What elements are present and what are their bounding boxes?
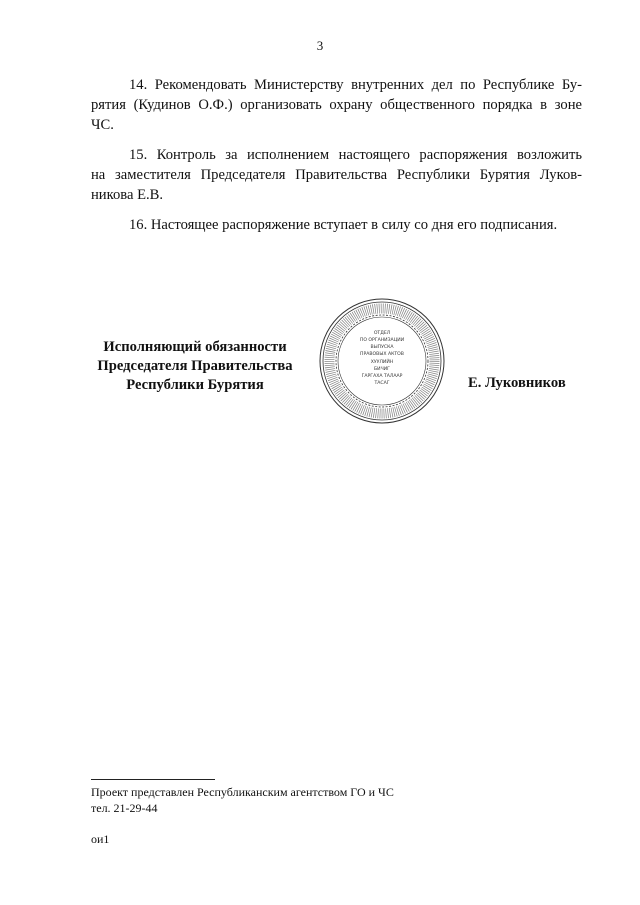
stamp-line: ГАРГАХА ТАЛААР bbox=[361, 374, 403, 379]
paragraph-line: рятия (Кудинов О.Ф.) организовать охрану общественного порядка в зоне bbox=[91, 97, 582, 113]
stamp-line: ХУУЛИЙН bbox=[370, 360, 394, 365]
signer-title bbox=[80, 338, 310, 395]
paragraph-line: 15. Контроль за исполнением настоящего распоряжения возложить bbox=[129, 147, 582, 163]
signer-name: Е. Луковников bbox=[468, 375, 566, 391]
paragraph-14 bbox=[91, 75, 582, 135]
footnote-divider bbox=[91, 779, 215, 780]
paragraph-16 bbox=[91, 215, 582, 235]
stamp-line: БИЧИГ bbox=[374, 367, 390, 372]
stamp-line: ТАСАГ bbox=[374, 381, 390, 386]
document-code: ои1 bbox=[91, 832, 110, 846]
signer-title-line: Председателя Правительства bbox=[97, 358, 293, 374]
footnote-line: Проект представлен Республиканским агентством ГО и ЧС bbox=[91, 785, 394, 799]
stamp-line: ВЫПУСКА bbox=[370, 345, 394, 350]
stamp-line: ПРАВОВЫХ АКТОВ bbox=[360, 352, 404, 357]
signer-title-line: Исполняющий обязанности bbox=[103, 339, 287, 355]
stamp-inner-text bbox=[360, 330, 404, 386]
footnote-line: тел. 21-29-44 bbox=[91, 801, 158, 815]
paragraph-line: никова Е.В. bbox=[91, 187, 164, 203]
official-stamp bbox=[318, 297, 446, 425]
footnote bbox=[91, 784, 394, 816]
stamp-line: ОТДЕЛ bbox=[373, 331, 391, 336]
paragraph-line: 16. Настоящее распоряжение вступает в силу со дня его подписания. bbox=[129, 217, 558, 233]
paragraph-line: ЧС. bbox=[91, 117, 114, 133]
paragraph-15 bbox=[91, 145, 582, 205]
page-number: 3 bbox=[316, 38, 324, 53]
stamp-line: ПО ОРГАНИЗАЦИИ bbox=[359, 338, 405, 343]
paragraph-line: 14. Рекомендовать Министерству внутренних дел по Республике Бу- bbox=[129, 77, 582, 93]
signer-title-line: Республики Бурятия bbox=[126, 377, 264, 393]
paragraph-line: на заместителя Председателя Правительства Республики Бурятия Луков- bbox=[91, 167, 582, 183]
